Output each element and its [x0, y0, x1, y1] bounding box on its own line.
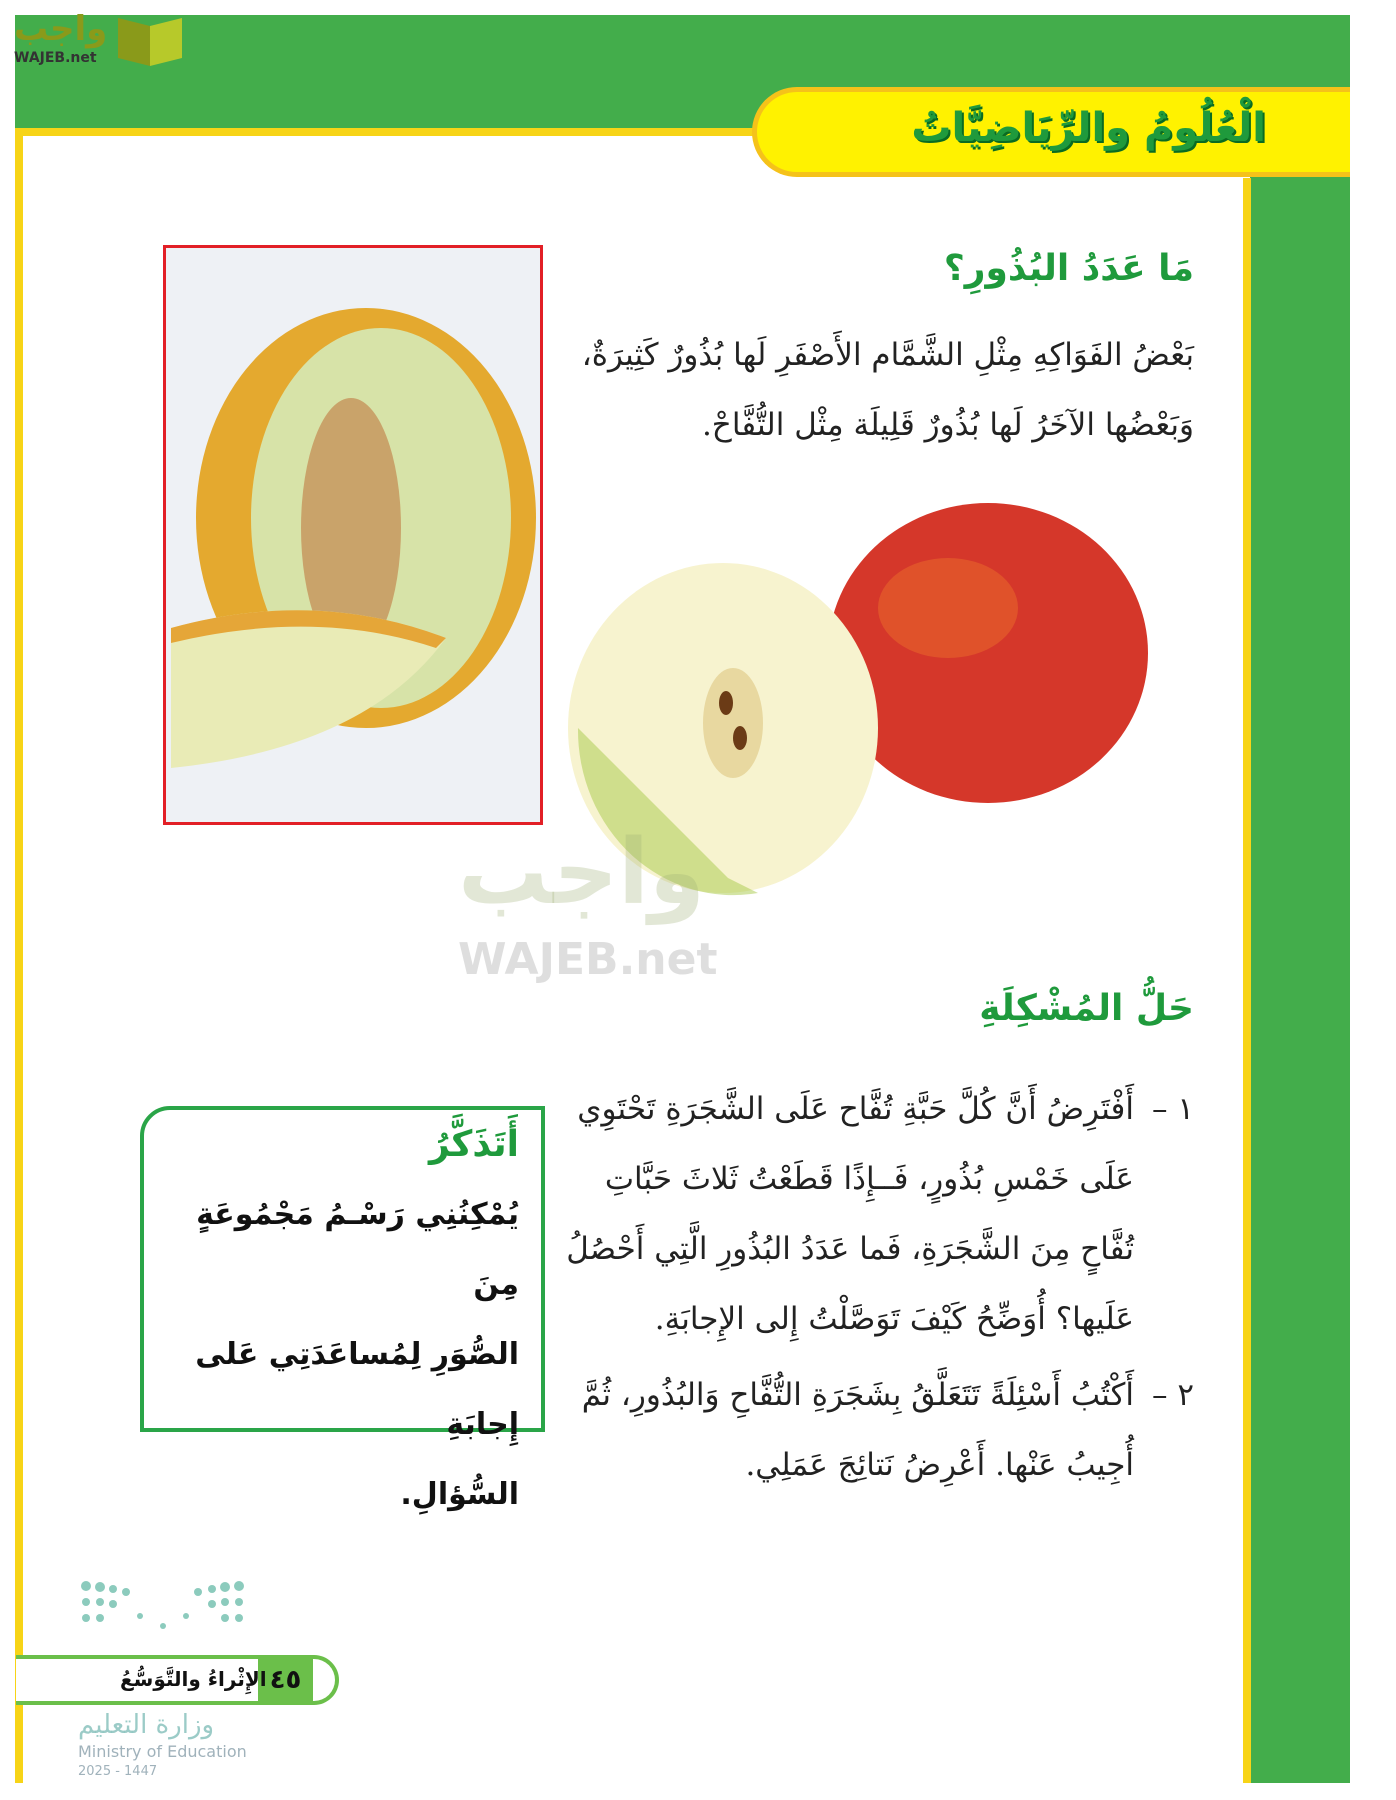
ministry-logo-dots: [78, 1578, 248, 1642]
item-line: عَلَى خَمْسِ بُذُورٍ، فَــإِذًا قَطَعْتُ ثَلاثَ حَبَّاتِ: [604, 1161, 1134, 1197]
watermark-ar: واجب: [458, 820, 705, 925]
left-yellow-line: [15, 128, 23, 1783]
right-yellow-line: [1243, 178, 1251, 1783]
reminder-line: السُّؤالِ.: [400, 1477, 519, 1512]
reminder-line: يُمْكِنُنِي رَسْـمُ مَجْمُوعَةٍ مِنَ: [196, 1197, 519, 1302]
ministry-name-ar: وزارة التعليم: [78, 1710, 215, 1740]
melon-image: [163, 245, 543, 825]
watermark-en: WAJEB.net: [458, 934, 718, 985]
ministry-year: 2025 - 1447: [78, 1764, 158, 1779]
list-item: [544, 1360, 1194, 1500]
svg-text:واجب: واجب: [14, 9, 108, 49]
page-number: ٤٥: [258, 1659, 313, 1701]
problem-list: [544, 1074, 1194, 1500]
right-green-column: [1250, 128, 1350, 1783]
reminder-box: [140, 1106, 545, 1512]
wajeb-logo: [10, 4, 190, 74]
item-line: أَفْتَرِضُ أَنَّ كُلَّ حَبَّةِ تُفَّاح عَلَى الشَّجَرَةِ تَحْتَوِي: [577, 1091, 1134, 1127]
reminder-title: أَتَذَكَّرُ: [429, 1124, 519, 1165]
section-heading-seeds: مَا عَدَدُ البُذُورِ؟: [943, 248, 1194, 289]
item-line: أُجِيبُ عَنْها. أَعْرِضُ نَتائِجَ عَمَلِي.: [745, 1447, 1134, 1483]
item-line: تُفَّاحٍ مِنَ الشَّجَرَةِ، فَما عَدَدُ البُذُورِ الَّتِي أَحْصُلُ: [566, 1231, 1134, 1267]
list-item: [544, 1074, 1194, 1354]
section-heading-problem: حَلُّ المُشْكِلَةِ: [979, 988, 1194, 1029]
svg-text:WAJEB.net: WAJEB.net: [14, 50, 97, 66]
item-line: أَكْتُبُ أَسْئِلَةً تَتَعَلَّقُ بِشَجَرَةِ التُّفَّاحِ وَالبُذُورِ، ثُمَّ: [581, 1377, 1134, 1413]
item-number: ١ –: [1151, 1091, 1194, 1127]
reminder-line: الصُّوَرِ لِمُساعَدَتِي عَلى إِجابَةِ: [195, 1337, 519, 1442]
paragraph-line: وَبَعْضُها الآخَرُ لَها بُذُورٌ قَلِيلَة مِثْل التُّفَّاحْ.: [701, 407, 1194, 443]
paragraph-line: بَعْضُ الفَوَاكِهِ مِثْلِ الشَّمَّام الأَصْفَرِ لَها بُذُورٌ كَثِيرَةٌ،: [581, 337, 1194, 373]
top-yellow-line: [15, 128, 755, 136]
item-line: عَلَيها؟ أُوَضِّحُ كَيْفَ تَوَصَّلْتُ إِلى الإِجابَةِ.: [654, 1301, 1134, 1337]
footer-label: الإِثْراءُ والتَّوَسُّعُ: [120, 1667, 267, 1691]
section-paragraph: [544, 320, 1194, 460]
reminder-text: [159, 1180, 519, 1530]
item-number: ٢ –: [1151, 1377, 1194, 1413]
page-title: الْعُلُومُ والرِّيَاضِيَّاتُ: [911, 105, 1266, 151]
ministry-name-en: Ministry of Education: [78, 1742, 247, 1761]
